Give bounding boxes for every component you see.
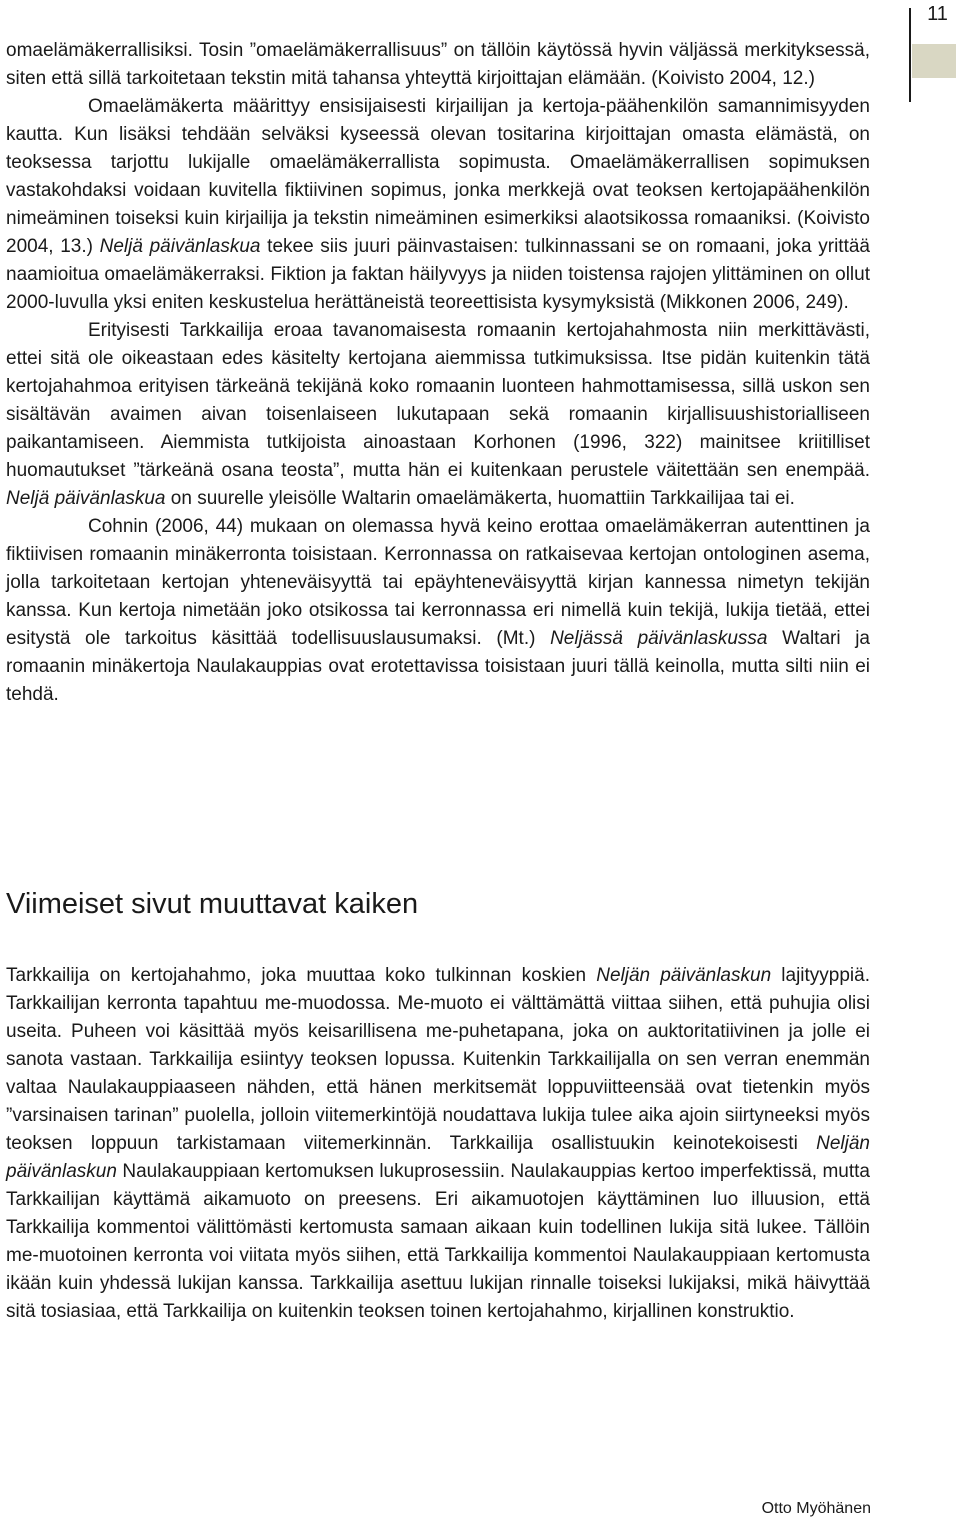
paragraph [6,513,870,709]
paragraph [6,37,870,93]
paragraph-text: on suurelle yleisölle Waltarin omaelämäkerta, huomattiin Tarkkailijaa tai ei. [165,488,795,509]
paragraph-text: Erityisesti Tarkkailija eroaa tavanomaisesta romaanin kertojahahmosta niin merkittävästi, ettei sitä ole oikeastaan edes käsitelty kertojana aiemmissa tutkimuksissa. Itse pidän kuitenkin tätä kertojahahmoa erityisen tärkeänä tekijänä koko romaanin luonteen hahmottamisessa, sillä uskon sen sisältävän avaimen aivan toisenlaiseen lukutapaan sekä romaanin kirjallisuushistorialliseen paikantamiseen. Aiemmista tutkijoista ainoastaan Korhonen (1996, 322) mainitsee kriitilliset huomautukset ”tärkeänä osana teosta”, mutta hän ei kuitenkaan perustele väitettään sen enempää. [6,320,870,481]
paragraph-text: Omaelämäkerta määrittyy ensisijaisesti kirjailijan ja kertoja-päähenkilön samannimisyyden kautta. Kun lisäksi tehdään selväksi kyseessä olevan tositarina kirjoittajan omasta elämästä, on teoksessa tarjottu lukijalle omaelämäkerrallista sopimusta. Omaelämäkerrallisen sopimuksen vastakohdaksi voidaan kuvitella fiktiivinen sopimus, jonka merkkejä ovat teoksen kertojapäähenkilön nimeäminen toiseksi kuin kirjailija ja tekstin nimeäminen esimerkiksi alaotsikossa romaaniksi. (Koivisto 2004, 13.) [6,96,870,257]
page-number: 11 [927,3,948,25]
page-marker-block [912,44,956,78]
paragraph-text: lajityyppiä. Tarkkailijan kerronta tapahtuu me-muodossa. Me-muoto ei välttämättä viittaa siihen, että puhujia olisi useita. Puheen voi käsittää myös keisarillisena me-puhetapana, joka on auktoritatiivinen ja jolle ei sanota vastaan. Tarkkailija esiintyy teoksen lopussa. Kuitenkin Tarkkailijalla on sen verran enemmän valtaa Naulakauppiaaseen nähden, että hänen merkitsemät loppuviitteensää ovat tietenkin myös ”varsinaisen tarinan” puolella, jolloin viitemerkintöjä noudattava lukija tulee aika ajoin siirtyneeksi myös teoksen loppuun tarkistamaan viitemerkinnän. Tarkkailija osallistuukin keinotekoisesti [6,965,870,1154]
paragraph-text: Tarkkailija on kertojahahmo, joka muuttaa koko tulkinnan koskien [6,965,597,986]
book-title: Neljä päivänlaskua [99,236,261,257]
paragraph-text: Cohnin (2006, 44) mukaan on olemassa hyvä keino erottaa omaelämäkerran autenttinen ja fiktiivisen romaanin minäkerronta toisistaan. Kerronnassa on ratkaisevaa kertojan ontologinen asema, jolla tarkoitetaan kertojan yhteneväisyyttä tai epäyhteneväisyyttä kirjan kannessa nimetyn tekijän kanssa. Kun kertoja nimetään joko otsikossa tai kerronnassa eri nimellä kuin tekijä, lukija tietää, ettei esitystä ole tarkoitus käsittää todellisuuslausumaksi. (Mt.) [6,516,870,649]
page-marker-rule [909,8,911,102]
paragraph [6,93,870,317]
paragraph-text: Naulakauppiaan kertomuksen lukuprosessiin. Naulakauppias kertoo imperfektissä, mutta Tarkkailijan käyttämä aikamuoto on preesens. Eri aikamuotojen käyttäminen luo illuusion, että Tarkkailija kommentoi välittömästi kertomusta samaan aikaan kuin todellinen lukija sitä lukee. Tällöin me-muotoinen kerronta voi viitata myös siihen, että Tarkkailija kommentoi Naulakauppiaan kertomusta ikään kuin yhdessä lukijan kanssa. Tarkkailija asettuu lukijan rinnalle toiseksi lukijaksi, mikä häivyttää sitä tosiasiaa, että Tarkkailija on kuitenkin teoksen toinen kertojahahmo, kirjallinen konstruktio. [6,1161,870,1322]
book-title: Neljän päivänlaskun [6,1133,870,1182]
book-title: Neljän päivänlaskun [596,965,772,986]
paragraph-text: omaelämäkerrallisiksi. Tosin ”omaelämäkerrallisuus” on tällöin käytössä hyvin väljässä merkityksessä, siten että sillä tarkoitetaan tekstin mitä tahansa yhteyttä kirjoittajan elämään. (Koivisto 2004, 12.) [6,40,870,89]
paragraph-text: tekee siis juuri päinvastaisen: tulkinnassani se on romaani, joka yrittää naamioitua omaelämäkerraksi. Fiktion ja faktan häilyvyys ja niiden toistensa rajojen ylittäminen on ollut 2000-luvulla yksi eniten keskustelua herättäneistä teoreettisista kysymyksistä (Mikkonen 2006, 249). [6,236,870,313]
paragraph [6,317,870,513]
footer-author: Otto Myöhänen [761,1500,871,1517]
section-heading: Viimeiset sivut muuttavat kaiken [6,888,419,920]
section-text [6,962,870,1326]
book-title: Neljässä päivänlaskussa [550,628,768,649]
book-title: Neljä päivänlaskua [6,488,166,509]
paragraph [6,962,870,1326]
body-text [6,37,870,709]
paragraph-text: Waltari ja romaanin minäkertoja Naulakauppias ovat erotettavissa toisistaan juuri tällä keinolla, mutta silti niin ei tehdä. [6,628,870,705]
